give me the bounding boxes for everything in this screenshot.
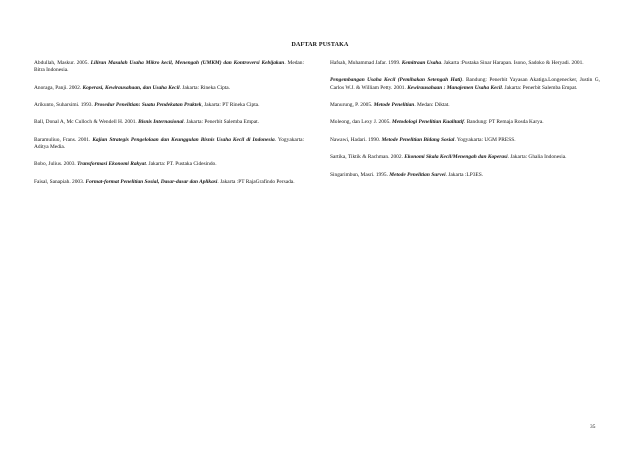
reference-entry: Manurung, P. 2005. Metode Penelitian. Medan: Diktat.	[330, 101, 450, 108]
reference-entry: Sartika, Tiktik & Rachman. 2002. Ekonomi Skala Kecil/Menengah dan Koperasi. Jakarta: Ghalia Indonesia.	[330, 154, 567, 161]
page-title: DAFTAR PUSTAKA	[291, 42, 349, 48]
reference-entry: Moleong, dan Lexy J. 2005. Metodologi Penelitian Kualitatif. Bandung: PT Remaja Rosda Karya.	[330, 119, 544, 126]
reference-entry: Bobo, Julius. 2003. Transformasi Ekonomi Rakyat. Jakarta: PT. Pustaka Cidesindo.	[34, 161, 217, 168]
reference-entry: Hafsah, Muhammad Jafar. 1999. Kemitraan Usaha. Jakarta :Pustaka Sinar Harapan. Isono, Sadoko & Heryadi. 2001.	[330, 60, 584, 66]
reference-entry: Pengembangan Usaha Kecil (Pemihakan Setengah Hati). Bandung: Penerbit Yayasan Akatiga.Longenecker, Justin G, Carlos W.J. & William Petty. 2001. Kewirausahaan : Manajemen Usaha Kecil. Jakarta: Penerbit Salemba Empat.	[330, 77, 600, 91]
reference-entry: Arikunto, Suharsimi. 1993. Prosedur Penelitian: Suatu Pendekatan Praktek, Jakarta: PT Rineka Cipta.	[34, 101, 260, 108]
reference-column-right	[330, 60, 600, 189]
reference-entry: Baramuliuo, Frans. 2001. Kajian Strategis Pengelolaan dan Keunggulan Bisnis Usaha Kecil di Indonesia. Yogyakarta: Aditya Media.	[34, 136, 304, 150]
reference-entry: Faisal, Sanapiah. 2003. Format-format Penelitian Sosial, Dasar-dasar dan Aplikasi. Jakarta :PT RajaGrafindo Persada.	[34, 178, 295, 185]
reference-entry: Nawawi, Hadari. 1990. Metode Penelitian Bidang Sosial. Yogyakarta: UGM PRESS.	[330, 136, 516, 143]
reference-entry: Singarimbun, Masri. 1995. Metode Penelitian Survei. Jakarta :LP3ES.	[330, 171, 484, 178]
reference-entry: Ball, Donal A, Mc Culloch & Wendell H. 2001. Bisnis Internasional. Jakarta: Penerbit Salemba Empat.	[34, 119, 259, 126]
reference-entry: Anoraga, Panji. 2002. Koperasi, Kewirausahaan, dan Usaha Kecil. Jakarta: Rineka Cipta.	[34, 84, 231, 91]
page-number: 35	[590, 424, 596, 430]
reference-entry: Abdullah, Maskur. 2005. Liliran Masalah Usaha Mikro kecil, Menengah (UMKM) dan Kontroversi Kebijakan. Medan: Bitra Indonesia.	[34, 60, 304, 74]
reference-column-left	[34, 60, 304, 196]
